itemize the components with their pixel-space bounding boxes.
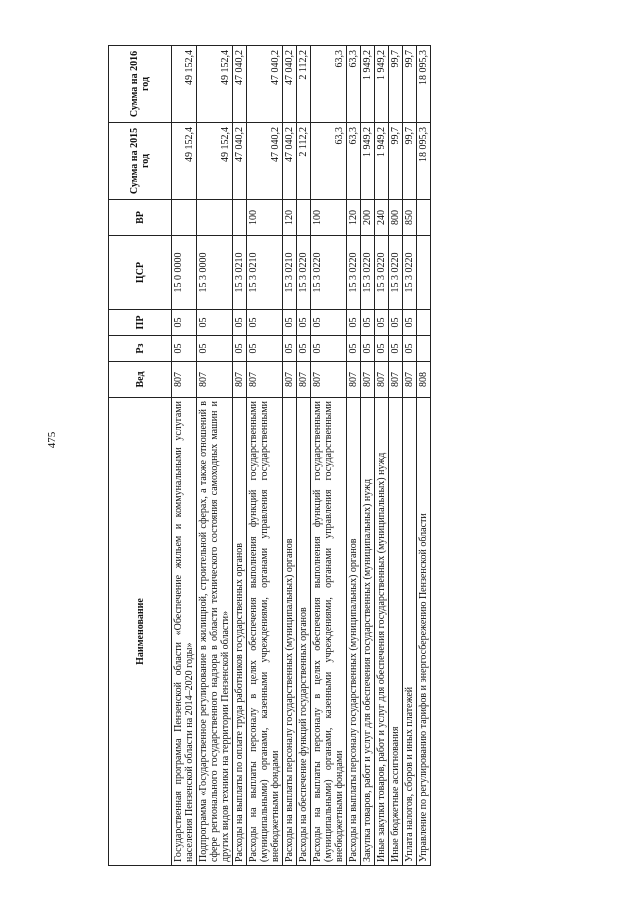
cell-sum-2015: 63,3 xyxy=(311,123,347,200)
table-row xyxy=(403,46,417,866)
cell-vr xyxy=(172,200,197,236)
cell-ved: 807 xyxy=(233,362,247,398)
header-vr: ВР xyxy=(109,200,172,236)
table-row xyxy=(283,46,297,866)
cell-sum-2016: 1 949,2 xyxy=(361,46,375,123)
cell-csr: 15 3 0210 xyxy=(247,236,283,310)
table-row xyxy=(311,46,347,866)
table-row xyxy=(172,46,197,866)
header-pr: ПР xyxy=(109,310,172,336)
cell-pr: 05 xyxy=(375,310,389,336)
cell-name: Расходы на обеспечение функций государственных органов xyxy=(297,398,311,866)
cell-vr: 200 xyxy=(361,200,375,236)
cell-csr: 15 3 0210 xyxy=(233,236,247,310)
cell-rz: 05 xyxy=(247,336,283,362)
cell-ved: 807 xyxy=(172,362,197,398)
cell-vr: 800 xyxy=(389,200,403,236)
cell-rz: 05 xyxy=(233,336,247,362)
cell-sum-2015: 63,3 xyxy=(347,123,361,200)
table-row xyxy=(247,46,283,866)
cell-vr xyxy=(417,200,431,236)
cell-pr: 05 xyxy=(247,310,283,336)
cell-rz: 05 xyxy=(283,336,297,362)
cell-sum-2015: 47 040,2 xyxy=(233,123,247,200)
table-header-row xyxy=(109,46,172,866)
cell-name: Расходы на выплаты персоналу в целях обеспечения выполнения функций государственными (муниципальными) органами, казенными учреждениями, органами управления государственными внебюджетными фондами xyxy=(247,398,283,866)
cell-pr: 05 xyxy=(233,310,247,336)
cell-sum-2016: 2 112,2 xyxy=(297,46,311,123)
cell-ved: 807 xyxy=(361,362,375,398)
rotated-table-container xyxy=(108,46,564,866)
cell-pr: 05 xyxy=(403,310,417,336)
cell-sum-2015: 49 152,4 xyxy=(172,123,197,200)
cell-sum-2015: 99,7 xyxy=(403,123,417,200)
cell-csr: 15 3 0220 xyxy=(375,236,389,310)
table-row xyxy=(347,46,361,866)
cell-name: Расходы на выплаты персоналу государственных (муниципальных) органов xyxy=(283,398,297,866)
cell-rz: 05 xyxy=(197,336,233,362)
header-sum-2016: Сумма на 2016 год xyxy=(109,46,172,123)
cell-vr xyxy=(233,200,247,236)
cell-csr: 15 3 0220 xyxy=(403,236,417,310)
cell-vr: 100 xyxy=(247,200,283,236)
cell-pr: 05 xyxy=(361,310,375,336)
header-ved: Вед xyxy=(109,362,172,398)
cell-sum-2016: 1 949,2 xyxy=(375,46,389,123)
cell-name: Подпрограмма «Государственное регулирование в жилищной, строительной сферах, а также отношений в сфере регионального государственного надзора в области технического состояния самоходных машин и других видов техники на территории Пензенской области» xyxy=(197,398,233,866)
cell-name: Иные бюджетные ассигнования xyxy=(389,398,403,866)
cell-name: Управление по регулированию тарифов и энергосбережению Пензенской области xyxy=(417,398,431,866)
cell-rz: 05 xyxy=(347,336,361,362)
cell-csr: 15 3 0220 xyxy=(347,236,361,310)
cell-csr: 15 3 0220 xyxy=(297,236,311,310)
cell-ved: 807 xyxy=(389,362,403,398)
cell-sum-2016: 99,7 xyxy=(403,46,417,123)
cell-sum-2016: 63,3 xyxy=(347,46,361,123)
cell-rz: 05 xyxy=(403,336,417,362)
cell-ved: 807 xyxy=(375,362,389,398)
cell-vr: 240 xyxy=(375,200,389,236)
table-row xyxy=(197,46,233,866)
cell-ved: 808 xyxy=(417,362,431,398)
cell-name: Уплата налогов, сборов и иных платежей xyxy=(403,398,417,866)
cell-pr: 05 xyxy=(297,310,311,336)
cell-pr: 05 xyxy=(347,310,361,336)
table-row xyxy=(417,46,431,866)
cell-name: Расходы на выплаты персоналу в целях обеспечения выполнения функций государственными (муниципальными) органами, казенными учреждениями, органами управления государственными внебюджетными фондами xyxy=(311,398,347,866)
cell-name: Государственная программа Пензенской области «Обеспечение жильем и коммунальными услугами населения Пензенской области на 2014–2020 годы» xyxy=(172,398,197,866)
cell-sum-2015: 47 040,2 xyxy=(283,123,297,200)
cell-csr xyxy=(417,236,431,310)
table-row xyxy=(233,46,247,866)
cell-pr: 05 xyxy=(172,310,197,336)
cell-pr: 05 xyxy=(389,310,403,336)
cell-name: Иные закупки товаров, работ и услуг для обеспечения государственных (муниципальных) нужд xyxy=(375,398,389,866)
cell-ved: 807 xyxy=(247,362,283,398)
cell-csr: 15 3 0220 xyxy=(361,236,375,310)
table-row xyxy=(361,46,375,866)
cell-sum-2016: 47 040,2 xyxy=(247,46,283,123)
cell-pr: 05 xyxy=(311,310,347,336)
cell-csr: 15 3 0220 xyxy=(389,236,403,310)
cell-pr: 05 xyxy=(197,310,233,336)
cell-ved: 807 xyxy=(311,362,347,398)
cell-ved: 807 xyxy=(283,362,297,398)
cell-pr: 05 xyxy=(283,310,297,336)
cell-name: Расходы на выплаты персоналу государственных (муниципальных) органов xyxy=(347,398,361,866)
cell-sum-2016: 49 152,4 xyxy=(197,46,233,123)
cell-vr xyxy=(197,200,233,236)
cell-csr: 15 3 0000 xyxy=(197,236,233,310)
cell-sum-2015: 99,7 xyxy=(389,123,403,200)
cell-sum-2015: 47 040,2 xyxy=(247,123,283,200)
cell-rz: 05 xyxy=(172,336,197,362)
cell-sum-2016: 47 040,2 xyxy=(233,46,247,123)
cell-ved: 807 xyxy=(197,362,233,398)
cell-rz: 05 xyxy=(389,336,403,362)
cell-sum-2016: 47 040,2 xyxy=(283,46,297,123)
cell-vr: 850 xyxy=(403,200,417,236)
table-row xyxy=(375,46,389,866)
header-name: Наименование xyxy=(109,398,172,866)
table-row xyxy=(297,46,311,866)
cell-sum-2015: 49 152,4 xyxy=(197,123,233,200)
budget-table xyxy=(108,45,431,866)
cell-csr: 15 0 0000 xyxy=(172,236,197,310)
cell-rz: 05 xyxy=(297,336,311,362)
cell-ved: 807 xyxy=(297,362,311,398)
cell-rz: 05 xyxy=(361,336,375,362)
cell-vr xyxy=(297,200,311,236)
cell-vr: 120 xyxy=(347,200,361,236)
header-sum-2015: Сумма на 2015 год xyxy=(109,123,172,200)
cell-csr: 15 3 0210 xyxy=(283,236,297,310)
cell-pr xyxy=(417,310,431,336)
cell-vr: 120 xyxy=(283,200,297,236)
cell-sum-2016: 63,3 xyxy=(311,46,347,123)
cell-sum-2015: 1 949,2 xyxy=(375,123,389,200)
cell-ved: 807 xyxy=(347,362,361,398)
cell-sum-2015: 18 095,3 xyxy=(417,123,431,200)
cell-sum-2016: 49 152,4 xyxy=(172,46,197,123)
cell-sum-2015: 2 112,2 xyxy=(297,123,311,200)
cell-sum-2016: 18 095,3 xyxy=(417,46,431,123)
cell-sum-2015: 1 949,2 xyxy=(361,123,375,200)
table-row xyxy=(389,46,403,866)
cell-rz xyxy=(417,336,431,362)
cell-rz: 05 xyxy=(311,336,347,362)
cell-name: Расходы на выплаты по оплате труда работников государственных органов xyxy=(233,398,247,866)
cell-rz: 05 xyxy=(375,336,389,362)
cell-name: Закупка товаров, работ и услуг для обеспечения государственных (муниципальных) нужд xyxy=(361,398,375,866)
header-rz: Рз xyxy=(109,336,172,362)
cell-csr: 15 3 0220 xyxy=(311,236,347,310)
header-csr: ЦСР xyxy=(109,236,172,310)
cell-sum-2016: 99,7 xyxy=(389,46,403,123)
cell-ved: 807 xyxy=(403,362,417,398)
cell-vr: 100 xyxy=(311,200,347,236)
page-number: 475 xyxy=(46,431,58,449)
